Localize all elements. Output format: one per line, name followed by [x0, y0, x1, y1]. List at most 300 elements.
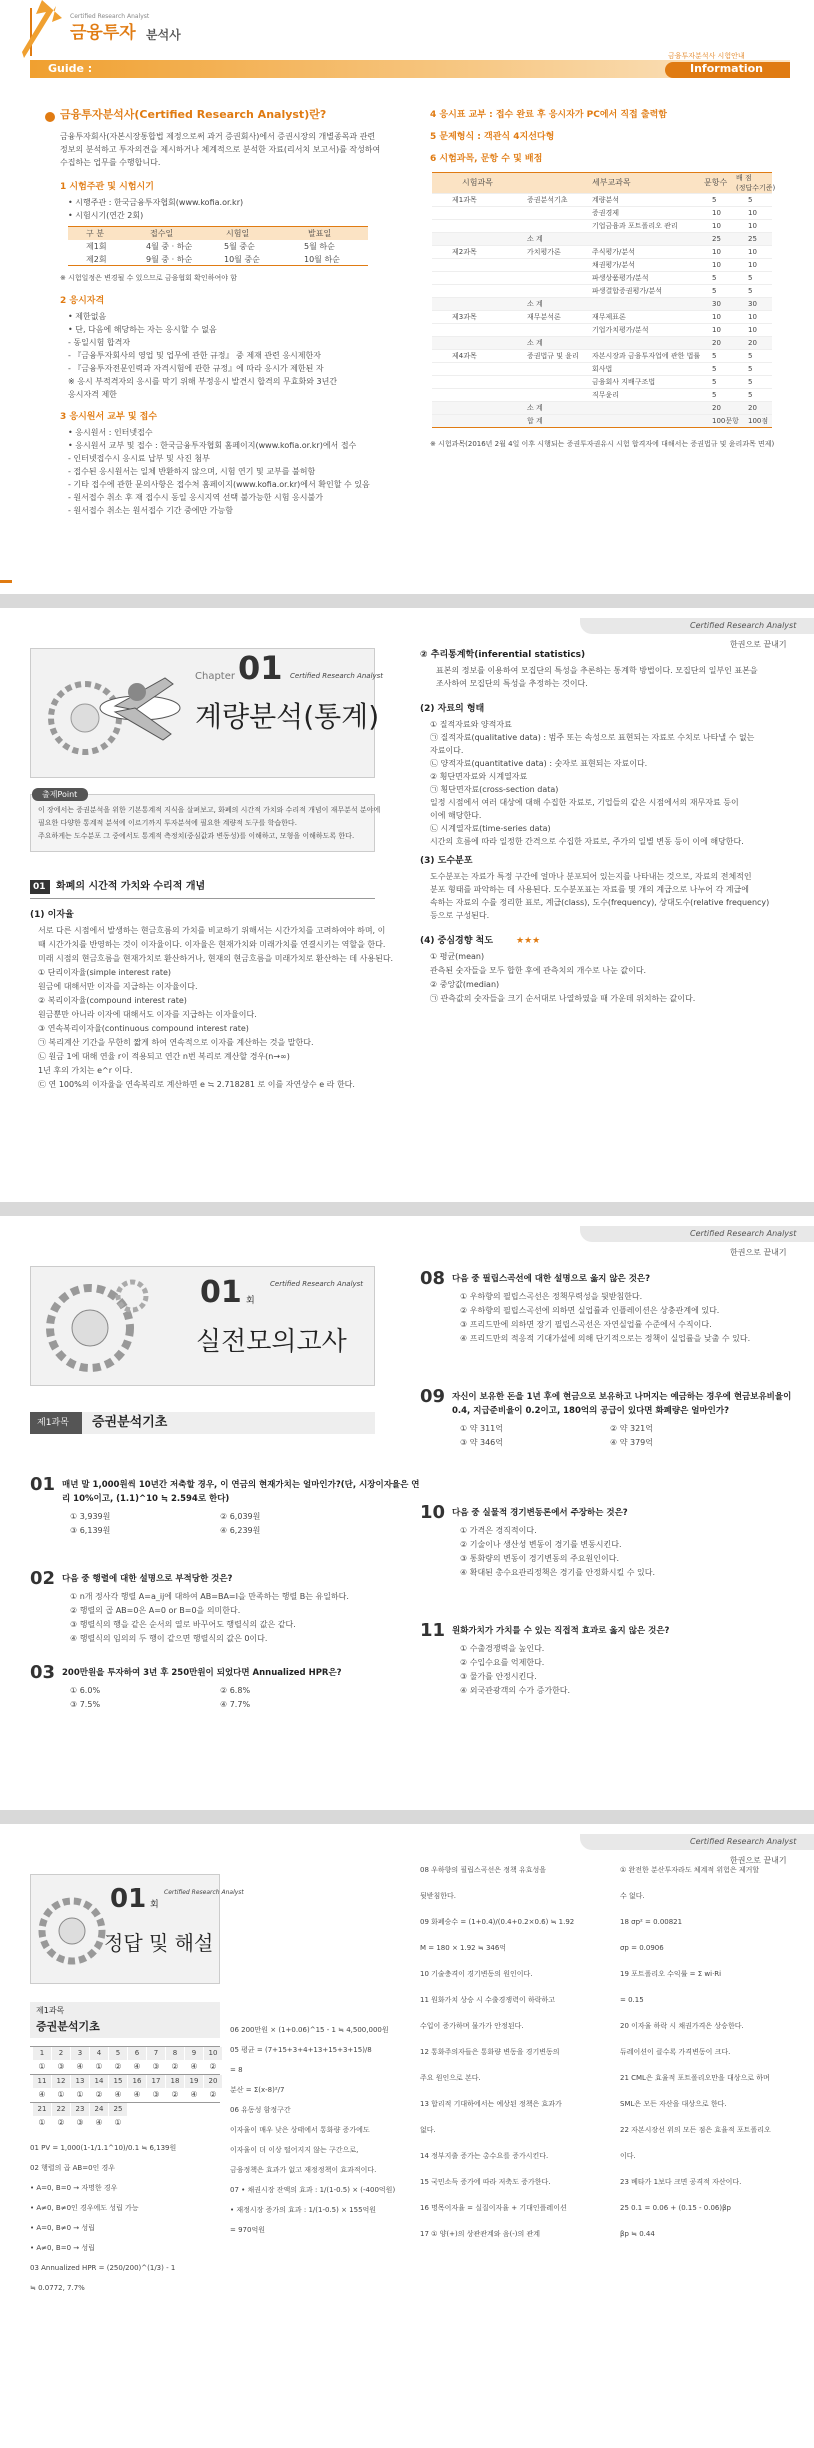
text-line: ① 평균(mean) [430, 952, 485, 961]
subject-title: 증권분석기초 [36, 2020, 100, 2033]
answer-number: 21 [33, 2103, 51, 2116]
text-line: • A=0, B=0 → 자명한 경우 [30, 2184, 118, 2192]
answer-number: 10 [204, 2047, 222, 2060]
rising-arrow-icon [22, 0, 62, 60]
answer-option[interactable]: ① n개 정사각 행렬 A=a_ij에 대하여 AB=BA=I을 만족하는 행렬 B는 유일하다. [70, 1592, 349, 1601]
text-line: 18 σp² = 0.00821 [620, 1918, 683, 1926]
text-line: 16 명목이자율 = 실질이자율 + 기대인플레이션 [420, 2204, 567, 2212]
text-line: • A≠0, B≠0인 경우에도 성립 가능 [30, 2204, 139, 2212]
subject-cell: 10 [712, 261, 721, 269]
intro-line: 금융투자회사(자본시장통합법 제정으로써 과거 증권회사)에서 증권시장의 개별종목과 관련 [60, 132, 376, 141]
subject-cell: 10 [712, 326, 721, 334]
subject-cell: 5 [712, 391, 717, 399]
page-mock-exam [0, 1216, 814, 1810]
question-number: 01 [30, 1474, 56, 1495]
answer-number: 9 [185, 2047, 203, 2060]
subject-title: 증권분석기초 [92, 1415, 168, 1430]
answer-option[interactable]: ① 3,939원 [70, 1512, 111, 1521]
subject-tag: 제1과목 [37, 1418, 69, 1428]
text-line: ② 복리이자율(compound interest rate) [38, 996, 187, 1005]
answer-option[interactable]: ③ 프리드만에 의하면 장기 필립스곡선은 자연실업률 수준에서 수직이다. [460, 1320, 712, 1329]
brand-title-suffix: 분석사 [146, 28, 181, 42]
text-line: 없다. [420, 2126, 436, 2134]
subject-cell: 파생결합증권평가/분석 [592, 287, 662, 295]
subject-row [432, 388, 772, 401]
subject-cell: 제4과목 [452, 352, 477, 360]
answer-choice: ① [114, 2118, 122, 2127]
text-line: ㉠ 복리계산 기간을 무한히 짧게 하여 연속적으로 이자를 계산하는 것을 말한다. [38, 1038, 314, 1047]
text-line: 일정 시점에서 여러 대상에 대해 수집한 자료로, 기업들의 같은 시점에서의 재무자료 등이 [430, 798, 739, 807]
question-text: 0.4, 지급준비율이 0.2이고, 180억의 공급이 있다면 화폐량은 얼마인가? [452, 1406, 730, 1416]
text-line: 이자율이 매우 낮은 상태에서 통화량 증가에도 [230, 2126, 370, 2134]
subject-cell: 5 [748, 274, 753, 282]
answer-choice: ② [171, 2062, 179, 2071]
answer-choice: ③ [76, 2118, 84, 2127]
subject-cell: 기업금융과 포트폴리오 관리 [592, 222, 678, 230]
section-3-title: 3 응시원서 교부 및 접수 [60, 412, 158, 422]
text-line: 도수분포는 자료가 특정 구간에 얼마나 분포되어 있는지를 나타내는 것으로, 자료의 전체적인 [430, 872, 752, 881]
text-line: 관측된 숫자들을 모두 합한 후에 관측치의 개수로 나눈 값이다. [430, 966, 647, 975]
text-line: 02 행렬의 곱 AB=0인 경우 [30, 2164, 116, 2172]
point-line: 주요하게는 도수분포 그 중에서도 통계적 측정치(중심값과 변동성)를 이해하고, 모형을 이해하도록 한다. [38, 832, 355, 840]
answer-number: 20 [204, 2075, 222, 2088]
subject-row [432, 271, 772, 284]
answer-option[interactable]: ② 6,039원 [220, 1512, 261, 1521]
text-line: 듀레이션이 클수록 가격변동이 크다. [620, 2048, 731, 2056]
sched-head: 접수일 [150, 229, 174, 238]
answer-grid-row [30, 2046, 220, 2074]
subject-cell: 5 [712, 274, 717, 282]
text-line: 수 없다. [620, 1892, 645, 1900]
subject-cell: 채권평가/분석 [592, 261, 635, 269]
text-line: 13 합리적 기대하에서는 예상된 정책은 효과가 [420, 2100, 562, 2108]
subject-cell: 소 계 [527, 404, 543, 412]
sched-cell: 제2회 [86, 255, 107, 264]
text-line: 23 베타가 1보다 크면 공격적 자산이다. [620, 2178, 742, 2186]
answer-option[interactable]: ④ 행렬식의 임의의 두 행이 같으면 행렬식의 값은 0이다. [70, 1634, 268, 1643]
text-line: 22 자본시장선 위의 모든 점은 효율적 포트폴리오 [620, 2126, 771, 2134]
subject-cell: 직무윤리 [592, 391, 620, 399]
page-answers [0, 1824, 814, 2448]
question-text: 다음 중 실물적 경기변동론에서 주장하는 것은? [452, 1508, 628, 1518]
inferential-line: 조사하여 모집단의 특성을 추정하는 것이다. [436, 679, 588, 688]
text-line: ③ 연속복리이자율(continuous compound interest rate) [38, 1024, 249, 1033]
section-2-line: - 『금융투자전문인력과 자격시험에 관한 규정』에 따라 응시가 제한된 자 [68, 364, 324, 373]
subject-cell: 10 [712, 222, 721, 230]
text-line: ㉡ 원금 1에 대해 연율 r이 적용되고 연간 n번 복리로 계산할 경우(n→∞) [38, 1052, 290, 1061]
text-line: 서로 다른 시점에서 발생하는 현금흐름의 가치를 비교하기 위해서는 시간가치를 고려하여야 하며, 이 [38, 926, 386, 935]
subject-cell: 10 [748, 313, 757, 321]
answer-option[interactable]: ③ 물가를 안정시킨다. [460, 1672, 537, 1681]
text-line: 1년 후의 가치는 e^r 이다. [38, 1066, 133, 1075]
question-text: 자신이 보유한 돈을 1년 후에 현금으로 보유하고 나머지는 예금하는 경우에 현금보유비율이 [452, 1392, 792, 1402]
section-2-line: - 『금융투자회사의 영업 및 업무에 관한 규정』 중 제재 관련 응시제한자 [68, 351, 321, 360]
subject-row [432, 336, 772, 349]
text-line: 미래 시점의 현금흐름을 현재가치로 환산하거나, 현재의 현금흐름을 미래가치로 환산하는 데 사용된다. [38, 954, 394, 963]
sched-note: ※ 시험일정은 변경될 수 있으므로 금융협회 확인하여야 함 [60, 274, 237, 282]
text-line: 때 시간가치를 반영하는 것이 이자율이다. 이자율은 현재가치와 미래가치를 연결시키는 역할을 한다. [38, 940, 386, 949]
text-line: M = 180 × 1.92 ≒ 346억 [420, 1944, 507, 1952]
answer-grid-row [30, 2102, 220, 2130]
chapter-en: Certified Research Analyst [270, 1280, 364, 1288]
answer-number: 5 [109, 2047, 127, 2060]
text-line: 주요 원인으로 본다. [420, 2074, 481, 2082]
section-1-line: • 시험시기(연간 2회) [68, 211, 144, 220]
intro-line: 정보의 분석하고 투자의견을 제시하거나 체계적으로 분석한 자료(리서치 보고서)를 작성하여 [60, 145, 381, 154]
subject-cell: 5 [712, 352, 717, 360]
subject-cell: 제2과목 [452, 248, 477, 256]
heading-bullet-icon [45, 112, 55, 122]
question-number: 10 [420, 1502, 446, 1523]
section-1-line: • 시행주관 : 한국금융투자협회(www.kofia.or.kr) [68, 198, 244, 207]
subj-head: 문항수 [704, 178, 728, 187]
question-number: 02 [30, 1568, 56, 1589]
subject-cell: 주식평가/분석 [592, 248, 635, 256]
text-line: ② 횡단면자료와 시계열자료 [430, 772, 528, 781]
section-title: 화폐의 시간적 가치와 수리적 개념 [56, 881, 206, 892]
subject-cell: 10 [712, 248, 721, 256]
text-line: 분포 형태를 파악하는 데 사용된다. 도수분포표는 자료를 몇 개의 계급으로 나누어 각 계급에 [430, 885, 749, 894]
text-line: ㉡ 시계열자료(time-series data) [430, 824, 551, 833]
subject-row [432, 232, 772, 245]
subject-row [432, 349, 772, 362]
airplane-illustration-icon [45, 648, 185, 778]
answer-option[interactable]: ① 가격은 경직적이다. [460, 1526, 537, 1535]
question-text: 다음 중 필립스곡선에 대한 설명으로 옳지 않은 것은? [452, 1274, 651, 1284]
info-big: Information [690, 62, 763, 75]
sched-cell: 10월 하순 [304, 255, 340, 264]
answer-number: 15 [109, 2075, 127, 2088]
subject-cell: 20 [748, 339, 757, 347]
answer-choice: ④ [190, 2090, 198, 2099]
text-line: ② 중앙값(median) [430, 980, 500, 989]
answer-choice: ④ [38, 2090, 46, 2099]
subject-cell: 10 [748, 326, 757, 334]
answer-choice: ① [38, 2062, 46, 2071]
brand-small: Certified Research Analyst [70, 13, 150, 20]
answer-choice: ① [57, 2090, 65, 2099]
text-line: βp ≒ 0.44 [620, 2230, 655, 2238]
text-line: 10 기술충격이 경기변동의 원인이다. [420, 1970, 533, 1978]
subject-cell: 10 [748, 248, 757, 256]
text-line: 25 0.1 = 0.06 + (0.15 - 0.06)βp [620, 2204, 732, 2212]
subject-cell: 5 [712, 365, 717, 373]
answer-option[interactable]: ② 우하향의 필립스곡선에 의하면 실업률과 인플레이션은 상충관계에 있다. [460, 1306, 720, 1315]
inferential-line: 표본의 정보를 이용하여 모집단의 특성을 추론하는 통계학 방법이다. 모집단의 일부인 표본을 [436, 666, 758, 675]
answer-option[interactable]: ① 6.0% [70, 1686, 101, 1695]
text-line: ㉡ 양적자료(quantitative data) : 숫자로 표현되는 자료이다. [430, 759, 648, 768]
text-line: 원금뿐만 아니라 이자에 대해서도 이자를 지급하는 이자율이다. [38, 1010, 257, 1019]
subject-note: ※ 시험과목(2016년 2월 4일 이후 시행되는 증권투자권유시 시험 합격자에 대해서는 증권법규 및 윤리과목 면제) [430, 440, 775, 448]
subject-cell: 증권법규 및 윤리 [527, 352, 579, 360]
answer-option[interactable]: ④ 6,239원 [220, 1526, 261, 1535]
subject-cell: 30 [712, 300, 721, 308]
text-line: ㉢ 연 100%의 이자율을 연속복리로 계산하면 e ≒ 2.718281 로 이를 자연상수 e 라 한다. [38, 1080, 355, 1089]
answer-number: 16 [128, 2075, 146, 2088]
page-separator [0, 1810, 814, 1824]
answer-choice: ④ [95, 2118, 103, 2127]
section-2-line: • 제한없음 [68, 312, 107, 321]
subject-cell: 20 [748, 404, 757, 412]
text-line: = 0.15 [620, 1996, 644, 2004]
answer-option[interactable]: ① 수출경쟁력을 높인다. [460, 1644, 545, 1653]
subj-head: 배 점 (정답수기준) [736, 174, 776, 192]
chapter-en: Certified Research Analyst [290, 672, 384, 680]
sched-head: 시험일 [226, 229, 250, 238]
answer-number: 17 [147, 2075, 165, 2088]
page-mark [0, 580, 12, 583]
sched-cell: 5월 하순 [304, 242, 335, 251]
answer-grid [30, 2046, 220, 2130]
text-line: SML은 모든 자산을 대상으로 한다. [620, 2100, 727, 2108]
answer-choice: ① [38, 2118, 46, 2127]
answer-number: 6 [128, 2047, 146, 2060]
answer-option[interactable]: ④ 프리드만의 적응적 기대가설에 의해 단기적으로는 정책이 실업률을 낮출 수 있다. [460, 1334, 751, 1343]
chapter-label: Chapter [195, 671, 235, 682]
answer-number: 4 [90, 2047, 108, 2060]
text-line: 분산 = Σ(x-8)²/7 [230, 2086, 285, 2094]
text-line: 15 국민소득 증가에 따라 저축도 증가한다. [420, 2178, 551, 2186]
subject-cell: 소 계 [527, 300, 543, 308]
subject-table [432, 172, 776, 428]
subject-cell: 100점 [748, 417, 769, 425]
section-3-line: • 응시원서 : 인터넷접수 [68, 428, 153, 437]
text-line: 17 ① 양(+)의 상관관계와 음(-)의 관계 [420, 2230, 541, 2238]
answer-option[interactable]: ③ 7.5% [70, 1700, 101, 1709]
answer-option[interactable]: ② 약 321억 [610, 1424, 653, 1433]
answer-number: 1 [33, 2047, 51, 2060]
subject-cell: 제3과목 [452, 313, 477, 321]
subject-row [432, 401, 772, 414]
schedule-table [68, 226, 368, 266]
answer-choice: ② [95, 2090, 103, 2099]
chapter-number: 01 [238, 649, 283, 687]
subject-cell: 5 [712, 378, 717, 386]
subject-row [432, 258, 772, 271]
section-2-line: ※ 응시 부적격자의 응시를 막기 위해 부정응시 발견시 합격의 무효화와 3년간 [68, 377, 338, 386]
subject-row [432, 219, 772, 232]
answer-option[interactable]: ③ 약 346억 [460, 1438, 503, 1447]
answer-choice: ③ [152, 2090, 160, 2099]
subject-cell: 증권분석기초 [527, 196, 568, 204]
subject-row [432, 284, 772, 297]
answer-option[interactable]: ④ 7.7% [220, 1700, 251, 1709]
section-3-line: - 기타 접수에 관한 문의사항은 접수처 홈페이지(www.kofia.or.kr)에서 확인할 수 있음 [68, 480, 370, 489]
answer-option[interactable]: ① 우하향의 필립스곡선은 정책무력성을 뒷받침한다. [460, 1292, 643, 1301]
sched-cell: 9월 중 · 하순 [146, 255, 193, 264]
subject-cell: 10 [712, 313, 721, 321]
point-line: 이 장에서는 증권분석을 위한 기본통계적 지식을 살펴보고, 화폐의 시간적 가치와 수리적 개념이 재무분석 분야에 [38, 806, 381, 814]
sched-head: 발표일 [308, 229, 332, 238]
subject-cell: 소 계 [527, 339, 543, 347]
subject-cell: 합 계 [527, 417, 543, 425]
answer-option[interactable]: ② 수입수요를 억제한다. [460, 1658, 545, 1667]
answer-number: 19 [185, 2075, 203, 2088]
answer-choice: ③ [57, 2062, 65, 2071]
text-line: σp = 0.0906 [620, 1944, 664, 1952]
subject-cell: 25 [748, 235, 757, 243]
answer-choice: ② [209, 2062, 217, 2071]
subject-cell: 가치평가론 [527, 248, 561, 256]
section-2-line: • 단, 다음에 해당하는 자는 응시할 수 없음 [68, 325, 217, 334]
subj-head: 세부교과목 [592, 178, 631, 187]
text-line: • 재정시장 증가의 효과 : 1/(1-0.5) × 155억원 [230, 2206, 377, 2214]
subject-cell: 25 [712, 235, 721, 243]
question-text: 원화가치가 가치를 수 있는 직접적 효과로 옳지 않은 것은? [452, 1626, 670, 1636]
section-2-line: 응시자격 제한 [68, 390, 117, 399]
answer-option[interactable]: ④ 확대된 총수요관리정책은 경기를 안정화시킬 수 있다. [460, 1568, 655, 1577]
answer-number: 22 [52, 2103, 70, 2116]
answer-number: 25 [109, 2103, 127, 2116]
subject-cell: 제1과목 [452, 196, 477, 204]
section-3-line: - 접수된 응시원서는 일체 반환하지 않으며, 시험 연기 및 교부를 불허함 [68, 467, 316, 476]
answer-option[interactable]: ③ 행렬식의 행을 같은 순서의 열로 바꾸어도 행렬식의 값은 같다. [70, 1620, 296, 1629]
header-sub: 한권으로 끝내기 [730, 640, 787, 649]
subject-cell: 5 [748, 378, 753, 386]
answer-number: 3 [71, 2047, 89, 2060]
text-line: ㉠ 질적자료(qualitative data) : 범주 또는 속성으로 표현되는 자료로 수치로 나타낼 수 없는 [430, 733, 755, 742]
subject-cell: 재무제표론 [592, 313, 626, 321]
section-3-line: - 원서접수 취소는 원서접수 기간 중에만 가능함 [68, 506, 233, 515]
text-line: 06 200만원 × (1+0.06)^15 - 1 ≒ 4,500,000원 [230, 2026, 389, 2034]
answer-number: 18 [166, 2075, 184, 2088]
subject-row [432, 323, 772, 336]
text-line: 06 유동성 함정구간 [230, 2106, 291, 2114]
answer-choice: ② [57, 2118, 65, 2127]
section-3-line: • 응시원서 교부 및 접수 : 한국금융투자협회 홈페이지(www.kofia.or.kr)에서 접수 [68, 441, 357, 450]
section-3-line: - 원서접수 취소 후 재 접수시 동일 응시지역 선택 불가능한 시험 응시불가 [68, 493, 323, 502]
chapter-suffix: 회 [246, 1296, 255, 1306]
subject-cell: 30 [748, 300, 757, 308]
page-separator [0, 594, 814, 608]
brand-title: 금융투자 [70, 23, 136, 43]
answer-option[interactable]: ② 기술이나 생산성 변동이 경기를 변동시킨다. [460, 1540, 622, 1549]
answer-option[interactable]: ③ 통화량의 변동이 경기변동의 주요원인이다. [460, 1554, 619, 1563]
text-line: 이에 해당한다. [430, 811, 482, 820]
text-line: 이다. [620, 2152, 636, 2160]
header-sub: 한권으로 끝내기 [730, 1856, 787, 1865]
answer-option[interactable]: ④ 외국관광객의 수가 증가한다. [460, 1686, 571, 1695]
data-heading: (2) 자료의 형태 [420, 704, 485, 714]
subject-cell: 5 [748, 287, 753, 295]
subject-cell: 10 [712, 209, 721, 217]
section-2-title: 2 응시자격 [60, 296, 105, 306]
subject-cell: 회사법 [592, 365, 613, 373]
subject-cell: 10 [748, 261, 757, 269]
text-line: ① 완전한 분산투자라도 체계적 위험은 제거할 [620, 1866, 760, 1874]
inferential-heading: ② 추리통계학(inferential statistics) [420, 650, 586, 660]
answer-option[interactable]: ② 6.8% [220, 1686, 251, 1695]
text-line: 자료이다. [430, 746, 464, 755]
text-line: 12 통화주의자들은 통화량 변동을 경기변동의 [420, 2048, 560, 2056]
subject-row [432, 362, 772, 375]
chapter-suffix: 회 [150, 1900, 159, 1910]
subject-cell: 5 [748, 391, 753, 399]
question-text: 다음 중 행렬에 대한 설명으로 부적당한 것은? [62, 1574, 233, 1584]
answer-option[interactable]: ① 약 311억 [460, 1424, 503, 1433]
text-line: ≒ 0.0772, 7.7% [30, 2284, 85, 2292]
text-line: • A=0, B≠0 → 성립 [30, 2224, 95, 2232]
answer-choice: ④ [133, 2090, 141, 2099]
subject-cell: 금융회사 지배구조법 [592, 378, 656, 386]
subject-cell: 10 [748, 209, 757, 217]
chapter-en: Certified Research Analyst [164, 1889, 244, 1896]
text-line: ① 질적자료와 양적자료 [430, 720, 512, 729]
subject-cell: 20 [712, 404, 721, 412]
page-guide [0, 0, 814, 594]
section-6-title: 6 시험과목, 문항 수 및 배점 [430, 154, 543, 164]
answer-option[interactable]: ② 행렬의 곱 AB=0은 A=0 or B=0을 의미한다. [70, 1606, 241, 1615]
answer-number: 23 [71, 2103, 89, 2116]
interest-heading: (1) 이자율 [30, 910, 74, 920]
text-line: 수입이 증가하며 물가가 안정된다. [420, 2022, 524, 2030]
point-label: 출제Point [42, 790, 78, 799]
intro-line: 수집하는 업무를 수행합니다. [60, 158, 161, 167]
chapter-title: 정답 및 해설 [104, 1931, 214, 1955]
text-line: 원금에 대해서만 이자를 지급하는 이자율이다. [38, 982, 198, 991]
text-line: = 8 [230, 2066, 243, 2074]
question-number: 03 [30, 1662, 56, 1683]
answer-option[interactable]: ③ 6,139원 [70, 1526, 111, 1535]
header-sub: 한권으로 끝내기 [730, 1248, 787, 1257]
text-line: ㉠ 관측값의 숫자들을 크기 순서대로 나열하였을 때 가운데 위치하는 값이다. [430, 994, 696, 1003]
frequency-heading: (3) 도수분포 [420, 856, 473, 866]
text-line: 08 우하향의 필립스곡선은 정책 유효성을 [420, 1866, 546, 1874]
header-tag: Certified Research Analyst [690, 1837, 797, 1846]
subject-cell: 재무분석론 [527, 313, 561, 321]
question-text: 매년 말 1,000원씩 10년간 저축할 경우, 이 연금의 현재가치는 얼마인가?(단, 시장이자율은 연 [62, 1480, 420, 1490]
text-line: 뒷받침한다. [420, 1892, 457, 1900]
chapter-title: 계량분석(통계) [195, 700, 380, 733]
question-number: 11 [420, 1620, 446, 1641]
sched-cell: 제1회 [86, 242, 107, 251]
answer-choice: ① [95, 2062, 103, 2071]
subject-row [432, 297, 772, 310]
answer-number: 12 [52, 2075, 70, 2088]
section-5-title: 5 문제형식 : 객관식 4지선다형 [430, 132, 555, 142]
subject-cell: 20 [712, 339, 721, 347]
answer-choice: ② [209, 2090, 217, 2099]
sched-cell: 4월 중 · 하순 [146, 242, 193, 251]
chapter-number: 01 [200, 1275, 242, 1310]
intro-heading: 금융투자분석사(Certified Research Analyst)란? [60, 108, 327, 121]
answer-grid-row [30, 2074, 220, 2102]
center-heading: (4) 중심경향 척도 [420, 936, 493, 946]
sched-cell: 10월 중순 [224, 255, 260, 264]
question-number: 08 [420, 1268, 446, 1289]
guide-label: Guide : [48, 62, 93, 75]
text-line: 금융정책은 효과가 없고 재정정책이 효과적이다. [230, 2166, 377, 2174]
text-line: ㉠ 횡단면자료(cross-section data) [430, 785, 559, 794]
answer-number: 11 [33, 2075, 51, 2088]
answer-number: 14 [90, 2075, 108, 2088]
gear-illustration-icon [34, 1876, 114, 1982]
chapter-title: 실전모의고사 [196, 1327, 347, 1357]
subject-cell: 5 [712, 196, 717, 204]
subject-cell: 10 [748, 222, 757, 230]
answer-choice: ② [114, 2062, 122, 2071]
subject-cell: 5 [748, 352, 753, 360]
text-line: 속하는 자료의 수를 정리한 표로, 계급(class), 도수(frequency), 상대도수(relative frequency) [430, 898, 770, 907]
text-line: 20 이자율 하락 시 채권가격은 상승한다. [620, 2022, 744, 2030]
point-line: 필요한 다양한 통계적 분석에 이르기까지 투자분석에 필요한 계량적 도구를 학습한다. [38, 819, 297, 827]
answer-choice: ③ [152, 2062, 160, 2071]
subject-cell: 계량분석 [592, 196, 620, 204]
subject-row [432, 245, 772, 258]
answer-number: 24 [90, 2103, 108, 2116]
answer-option[interactable]: ④ 약 379억 [610, 1438, 653, 1447]
subject-cell: 자본시장과 금융투자업에 관한 법률 [592, 352, 701, 360]
